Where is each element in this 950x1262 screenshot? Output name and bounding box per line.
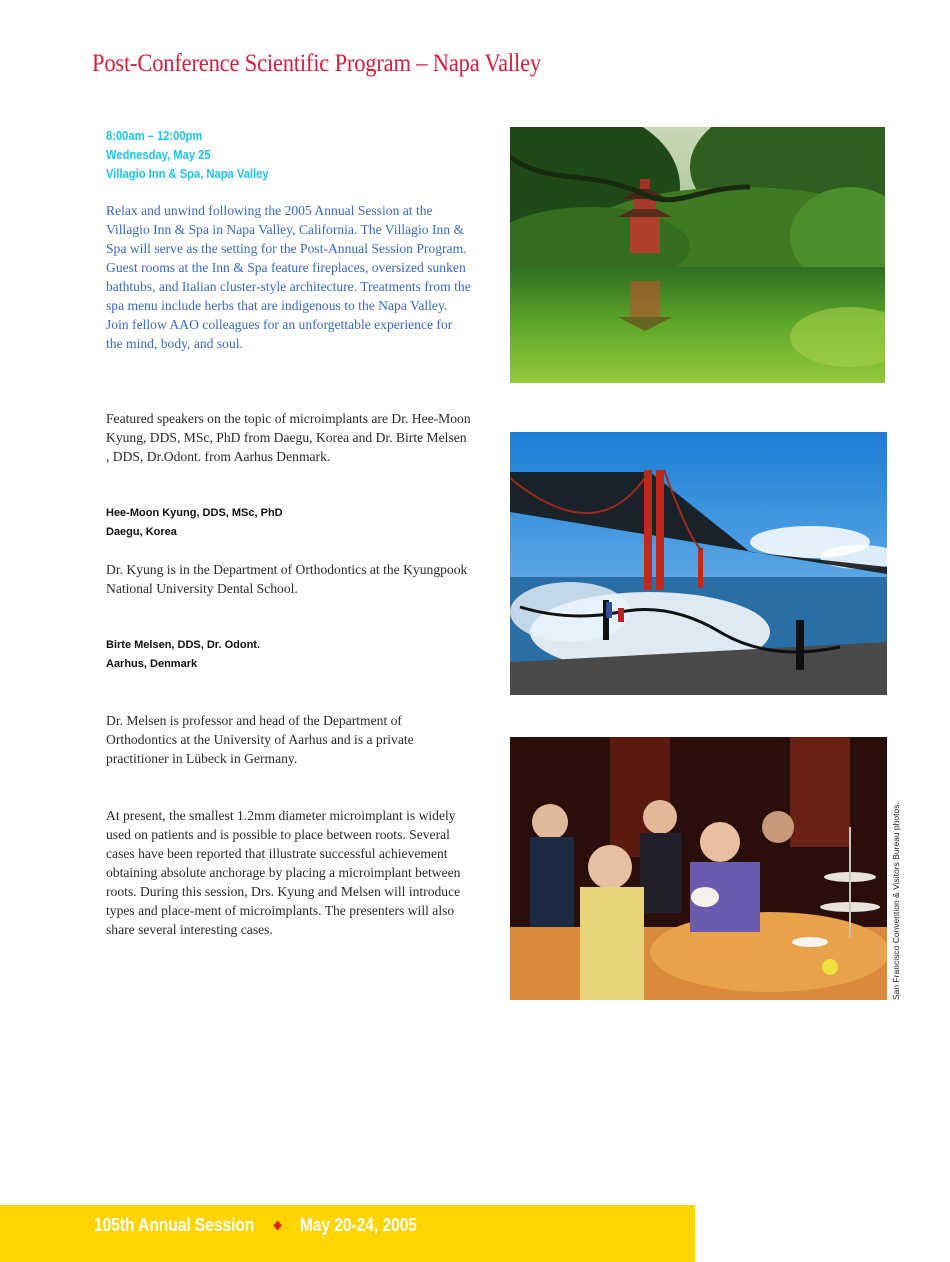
footer-session: 105th Annual Session (94, 1215, 255, 1235)
afternoon-tea-photo (510, 737, 887, 1000)
speaker-2-place: Aarhus, Denmark (106, 658, 198, 670)
golden-gate-photo (510, 432, 887, 695)
featured-paragraph: Featured speakers on the topic of microimplants are Dr. Hee-Moon Kyung, DDS, MSc, PhD from Daegu, Korea and Dr. Birte Melsen , DDS, Dr.Odont. from Aarhus Denmark. (106, 411, 471, 464)
tea-garden-photo (510, 127, 885, 383)
speaker-1-bio: Dr. Kyung is in the Department of Orthodontics at the Kyungpook National University Dental School. (106, 562, 468, 596)
session-time: 8:00am – 12:00pm (106, 128, 203, 143)
speaker-1-heading (106, 504, 283, 542)
speaker-1-name: Hee-Moon Kyung, DDS, MSc, PhD (106, 507, 283, 519)
session-info (106, 126, 269, 183)
speaker-2-bio: Dr. Melsen is professor and head of the Department of Orthodontics at the University of Aarhus and is a private practitioner in Lübeck in Germany. (106, 713, 414, 766)
speaker-1-place: Daegu, Korea (106, 526, 177, 538)
diamond-icon (274, 1221, 283, 1231)
session-location: Villagio Inn & Spa, Napa Valley (106, 166, 269, 181)
summary-paragraph: At present, the smallest 1.2mm diameter microimplant is widely used on patients and is possible to place between roots. Several cases have been reported that illustrate successful achievement obtaining absolute anchorage by placing a microimplant between roots. During this session, Drs. Kyung and Melsen will introduce types and place-ment of microimplants. The presenters will also share several interesting cases. (106, 808, 461, 937)
speaker-2-heading (106, 636, 260, 674)
intro-paragraph: Relax and unwind following the 2005 Annual Session at the Villagio Inn & Spa in Napa Valley, California. The Villagio Inn & Spa will serve as the setting for the Post-Annual Session Program. Guest rooms at the Inn & Spa feature fireplaces, oversized sunken bathtubs, and Italian cluster-style architecture. Treatments from the spa menu include herbs that are indigenous to the Napa Valley. Join fellow AAO colleagues for an unforgettable experience for the mind, body, and soul. (106, 203, 471, 351)
footer-dates: May 20-24, 2005 (299, 1215, 417, 1235)
session-date: Wednesday, May 25 (106, 147, 211, 162)
page-title: Post-Conference Scientific Program – Napa Valley (92, 50, 541, 77)
photo-credit: San Francisco Convention & Visitors Bureau photos. (891, 802, 901, 1000)
footer-text (94, 1215, 417, 1236)
speaker-2-name: Birte Melsen, DDS, Dr. Odont. (106, 639, 261, 651)
